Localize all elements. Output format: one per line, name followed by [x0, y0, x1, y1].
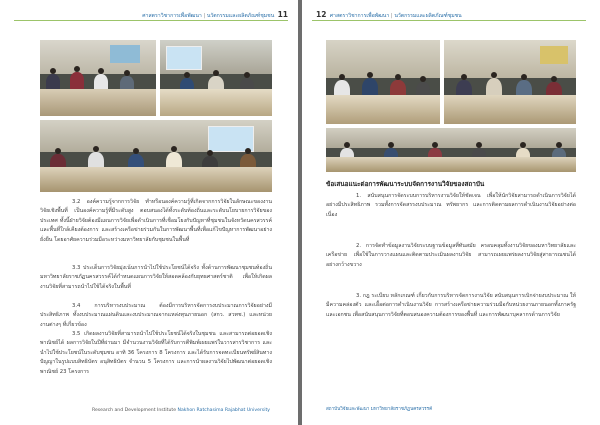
page-header: ศาสตราวิชาการเพื่อพัฒนา | นวัตกรรมและผลิตภัณฑ์ชุมชน 11 — [142, 10, 288, 19]
section-title: นวัตกรรมและผลิตภัณฑ์ชุมชน — [394, 13, 462, 19]
page-footer — [326, 406, 432, 413]
page-number: 12 — [316, 10, 327, 19]
meeting-photo-1 — [40, 40, 156, 116]
footer-institution: Nakhon Ratchasima Rajabhat University — [177, 408, 270, 413]
header-rule — [14, 20, 288, 21]
journal-title: ศาสตราวิชาการเพื่อพัฒนา — [329, 13, 390, 19]
paragraph-3-4: 3.4 การบริหารงบประมาณ ต้องมีการบริหารจัดการงบประมาณการวิจัยอย่างมีประสิทธิภาพ ทั้งงบประมาณแผ่นดินและงบประมาณจากแหล่งทุนภายนอก (สกว. สวทช.) และหน่วยงานต่างๆ ที่เกี่ยวข้อง — [40, 303, 272, 328]
section-heading: ข้อเสนอแนะต่อการพัฒนาระบบจัดการงานวิจัยของสถาบัน — [326, 180, 485, 188]
page-header: 12 ศาสตราวิชาการเพื่อพัฒนา | นวัตกรรมและผลิตภัณฑ์ชุมชน — [316, 10, 462, 19]
footer-text: Research and Development Institute — [91, 408, 177, 413]
recommendation-1: 1. สนับสนุนการจัดระบบการบริหารงานวิจัยให้ชัดเจน เพื่อให้นักวิจัยสามารถดำเนินการวิจัยได้อย่างมีประสิทธิภาพ รวมทั้งการจัดสรรงบประมาณ ทรัพยากร และการติดตามผลการดำเนินงานวิจัยอย่างต่อเนื่อง — [326, 193, 576, 218]
page-footer — [92, 408, 270, 413]
paragraph-3-3: 3.3 ประเด็นการวิจัยมุ่งเน้นการนำไปใช้ประโยชน์ได้จริง ทั้งด้านการพัฒนาชุมชนท้องถิ่น มหาวิทยาลัยราชภัฏนครสวรรค์ได้กำหนดแผนการวิจัยให้สอดคล้องกับยุทธศาสตร์ชาติ เพื่อให้เกิดผลงานวิจัยที่สามารถนำไปใช้ได้จริงในพื้นที่ — [40, 265, 272, 290]
recommendation-2: 2. การจัดทำข้อมูลงานวิจัยระบบฐานข้อมูลที่ทันสมัย ครอบคลุมทั้งงานวิจัยของมหาวิทยาลัยและเครือข่าย เพื่อใช้ในการวางแผนและติดตามประเมินผลงานวิจัย สามารถเผยแพร่ผลงานวิจัยสู่สาธารณชนได้อย่างกว้างขวาง — [326, 243, 576, 268]
meeting-photo-4 — [326, 40, 440, 124]
meeting-photo-5 — [444, 40, 576, 124]
left-page — [0, 0, 298, 425]
journal-title: ศาสตราวิชาการเพื่อพัฒนา — [142, 13, 202, 19]
page-number: 11 — [277, 10, 288, 19]
footer-text: สถาบันวิจัยและพัฒนา มหาวิทยาลัยราชภัฏนครสวรรค์ — [326, 407, 433, 412]
meeting-photo-2 — [160, 40, 272, 116]
recommendation-3: 3. กฎ ระเบียบ หลักเกณฑ์ เกี่ยวกับการบริหารจัดการงานวิจัย สนับสนุนการเบิกจ่ายงบประมาณ ให้มีความคล่องตัว และเอื้อต่อการดำเนินงานวิจัย การสร้างเครือข่ายความร่วมมือกับหน่วยงานภายนอกทั้งภาครัฐและเอกชน เพื่อสนับสนุนการวิจัยที่ตอบสนองความต้องการของพื้นที่ และการพัฒนาบุคลากรด้านการวิจัย — [326, 293, 576, 318]
meeting-photo-6 — [326, 128, 576, 172]
paragraph-3-5: 3.5 เกิดผลงานวิจัยที่สามารถนำไปใช้ประโยชน์ได้จริงในชุมชน และสามารถต่อยอดเชิงพาณิชย์ได้ ผลการวิจัยในปีที่ผ่านมา มีจำนวนงานวิจัยที่ได้รับการตีพิมพ์เผยแพร่ในวารสารวิชาการ และนำไปใช้ประโยชน์ในระดับชุมชน อาทิ 36 โครงการ 8 โครงการ และได้รับการจดทะเบียนทรัพย์สินทางปัญญาในรูปแบบสิทธิบัตร อนุสิทธิบัตร จำนวน 5 โครงการ และการนำผลงานวิจัยไปพัฒนาต่อยอดเชิงพาณิชย์ 23 โครงการ — [40, 331, 272, 375]
paragraph-3-2: 3.2 องค์ความรู้จากการวิจัย ทำหรือนองค์ความรู้ที่เกิดจากการวิจัยในลักษณะของงานวิจัยเชิงพื้นที่ เป็นองค์ความรู้ที่มีระดับสูง ตอบสนองได้ทั้งระดับท้องถิ่นและระดับนโยบายการวิจัยของประเทศ ทั้งนี้ฝ่ายวิจัยต้องมีแผนการวิจัยเพื่อดำเนินการที่เชื่อมโยงกับปัญหาที่ชุมชนในจังหวัดนครสวรรค์และพื้นที่ใกล้เคียงต้องการ และสร้างเครือข่ายร่วมกันในการพัฒนาพื้นที่เพื่อแก้ไขปัญหาการพัฒนาอย่างยั่งยืน โดยอาศัยความร่วมมือระหว่างมหาวิทยาลัยกับชุมชนในพื้นที่ — [40, 199, 273, 243]
meeting-photo-3 — [40, 120, 272, 192]
header-rule — [312, 20, 586, 21]
section-title: นวัตกรรมและผลิตภัณฑ์ชุมชน — [206, 13, 275, 19]
right-page — [302, 0, 600, 425]
